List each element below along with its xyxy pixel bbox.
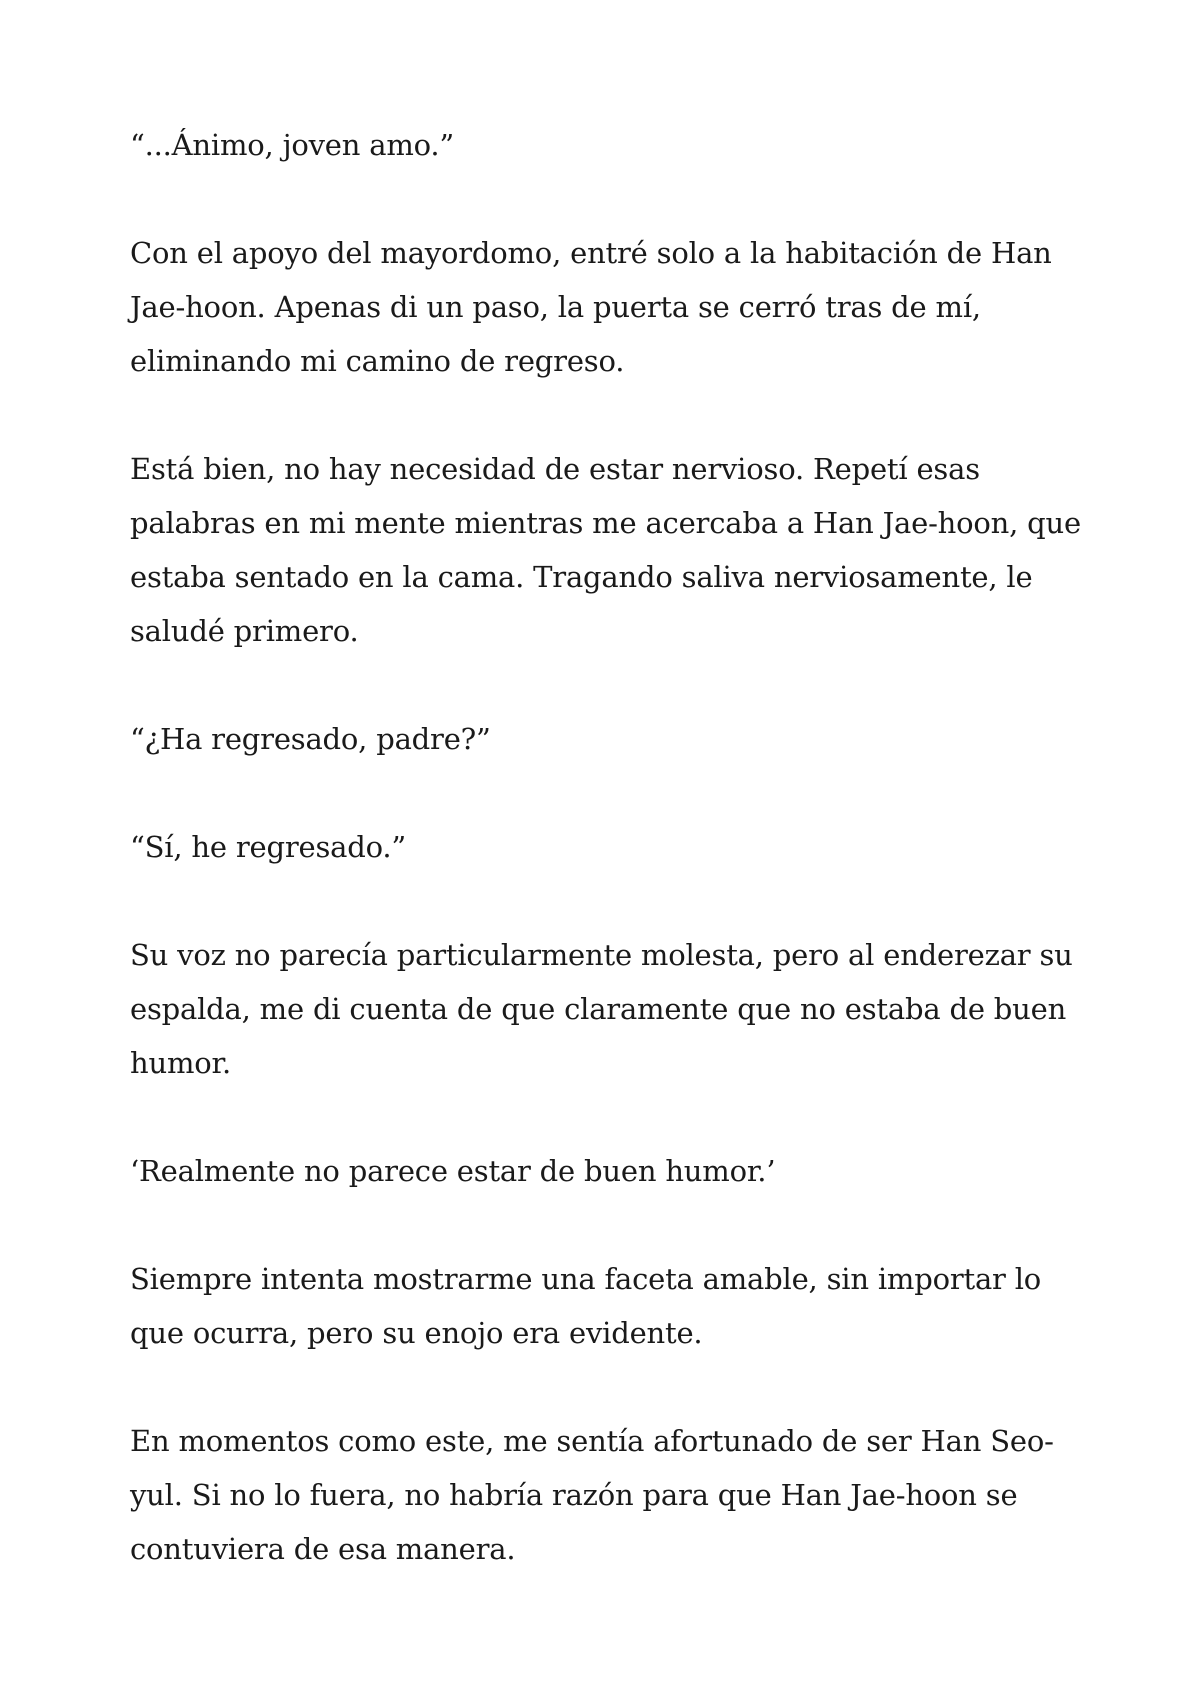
paragraph: Con el apoyo del mayordomo, entré solo a la habitación de Han Jae-hoon. Apenas di un paso, la puerta se cerró tras de mí, eliminando mi camino de regreso. <box>130 236 1052 378</box>
paragraph: “¿Ha regresado, padre?” <box>130 722 491 756</box>
paragraph: “...Ánimo, joven amo.” <box>130 128 455 162</box>
document-page <box>130 118 1090 1576</box>
paragraph: Siempre intenta mostrarme una faceta amable, sin importar lo que ocurra, pero su enojo era evidente. <box>130 1262 1042 1350</box>
paragraph: “Sí, he regresado.” <box>130 830 407 864</box>
paragraph: ‘Realmente no parece estar de buen humor.’ <box>130 1154 776 1188</box>
paragraph: En momentos como este, me sentía afortunado de ser Han Seo-yul. Si no lo fuera, no habría razón para que Han Jae-hoon se contuviera de esa manera. <box>130 1424 1054 1566</box>
paragraph: Está bien, no hay necesidad de estar nervioso. Repetí esas palabras en mi mente mientras me acercaba a Han Jae-hoon, que estaba sentado en la cama. Tragando saliva nerviosamente, le saludé primero. <box>130 452 1081 648</box>
paragraph: Su voz no parecía particularmente molesta, pero al enderezar su espalda, me di cuenta de que claramente que no estaba de buen humor. <box>130 938 1073 1080</box>
